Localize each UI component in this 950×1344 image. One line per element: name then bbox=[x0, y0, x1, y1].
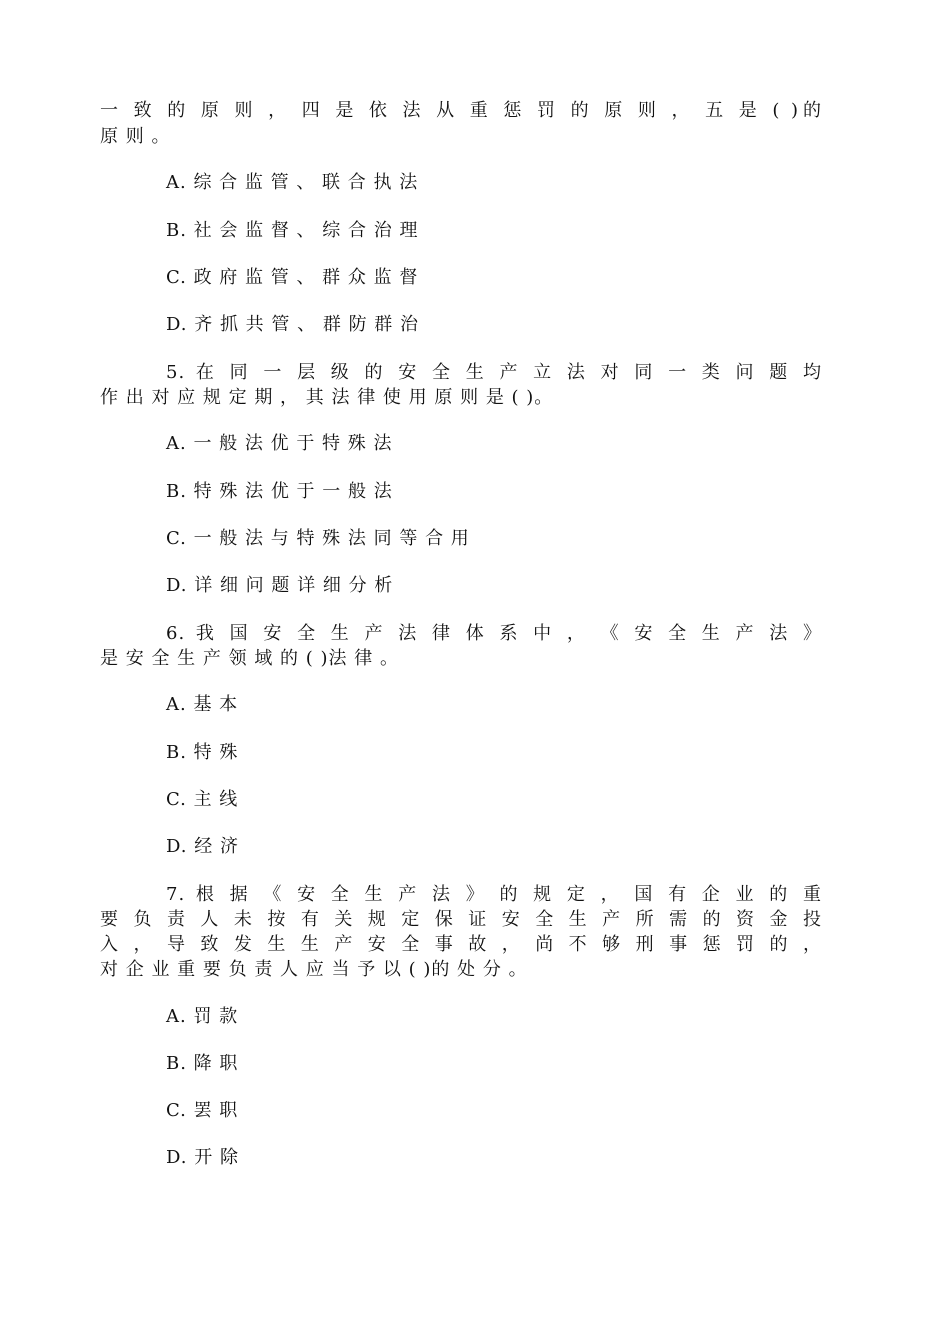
question-5-option-b: B. 特 殊 法 优 于 一 般 法 bbox=[166, 481, 393, 502]
question-5-option-c: C. 一 般 法 与 特 殊 法 同 等 合 用 bbox=[166, 528, 470, 549]
question-5-option-a: A. 一 般 法 优 于 特 殊 法 bbox=[166, 433, 393, 454]
question-6-option-b: B. 特 殊 bbox=[166, 742, 239, 763]
question-7-option-d: D. 开 除 bbox=[166, 1147, 239, 1168]
question-4-option-c: C. 政 府 监 管 、 群 众 监 督 bbox=[166, 267, 419, 288]
question-7-stem-line-4: 对 企 业 重 要 负 责 人 应 当 予 以 ( )的 处 分 。 bbox=[100, 959, 528, 980]
question-4-option-a: A. 综 合 监 管 、 联 合 执 法 bbox=[166, 172, 419, 193]
question-7-option-b: B. 降 职 bbox=[166, 1053, 239, 1074]
question-6-option-c: C. 主 线 bbox=[166, 789, 239, 810]
question-6-option-d: D. 经 济 bbox=[166, 836, 239, 857]
question-7-option-c: C. 罢 职 bbox=[166, 1100, 239, 1121]
question-4-stem-line-1: 一 致 的 原 则 ， 四 是 依 法 从 重 惩 罚 的 原 则 ， 五 是 ( )的 bbox=[100, 100, 822, 121]
question-6-stem-line-2: 是 安 全 生 产 领 域 的 ( )法 律 。 bbox=[100, 648, 399, 669]
question-5-stem-line-1: 5. 在 同 一 层 级 的 安 全 生 产 立 法 对 同 一 类 问 题 均 bbox=[166, 362, 822, 383]
question-7-option-a: A. 罚 款 bbox=[166, 1006, 239, 1027]
question-5-option-d: D. 详 细 问 题 详 细 分 析 bbox=[166, 575, 394, 596]
question-4-stem-line-2: 原 则 。 bbox=[100, 126, 171, 147]
question-4-option-d: D. 齐 抓 共 管 、 群 防 群 治 bbox=[166, 314, 420, 335]
question-5-stem-line-2: 作 出 对 应 规 定 期 ， 其 法 律 使 用 原 则 是 ( )。 bbox=[100, 387, 554, 408]
question-7-stem-line-2: 要 负 责 人 未 按 有 关 规 定 保 证 安 全 生 产 所 需 的 资 金 投 bbox=[100, 909, 822, 930]
question-7-stem-line-3: 入 ， 导 致 发 生 生 产 安 全 事 故 ， 尚 不 够 刑 事 惩 罚 的 ， bbox=[100, 934, 822, 955]
question-4-option-b: B. 社 会 监 督 、 综 合 治 理 bbox=[166, 220, 419, 241]
question-6-stem-line-1: 6. 我 国 安 全 生 产 法 律 体 系 中 ， 《 安 全 生 产 法 》 bbox=[166, 623, 822, 644]
question-6-option-a: A. 基 本 bbox=[166, 694, 239, 715]
question-7-stem-line-1: 7. 根 据 《 安 全 生 产 法 》 的 规 定 ， 国 有 企 业 的 重 bbox=[166, 884, 822, 905]
